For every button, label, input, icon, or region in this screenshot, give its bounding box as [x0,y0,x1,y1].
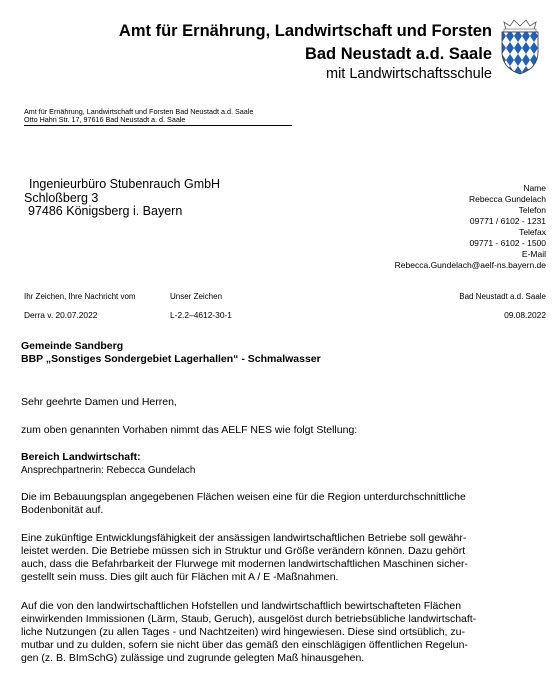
paragraph-1 [21,491,541,517]
contact-email: Rebecca.Gundelach@aelf-ns.bayern.de [394,260,546,270]
contact-fax: 09771 - 6102 - 1500 [469,238,546,248]
subject-line-1: Gemeinde Sandberg [21,340,124,352]
office-subtitle: mit Landwirtschaftsschule [325,66,492,82]
our-reference: L-2.2–4612-30-1 [170,310,232,320]
paragraph-line: gestellt sein muss. Dies gilt auch für Flächen mit A / E -Maßnahmen. [21,571,339,583]
section-contact: Ansprechpartnerin: Rebecca Gundelach [21,465,196,476]
sender-line-2: Otto Hahn Str. 17, 97616 Bad Neustadt a. d. Saale [24,115,186,125]
contact-phone: 09771 / 6102 - 1231 [469,216,546,226]
sender-line-1: Amt für Ernährung, Landwirtschaft und Forsten Bad Neustadt a.d. Saale [24,107,254,116]
recipient-city: 97486 Königsberg i. Bayern [28,204,183,219]
letter-date: 09.08.2022 [504,310,546,320]
paragraph-3 [21,600,541,665]
our-reference-label: Unser Zeichen [170,292,223,301]
contact-name-label: Name [523,183,546,193]
paragraph-2 [21,532,541,584]
subject [21,340,321,366]
paragraph-line: liche Nutzungen (zu allen Tages - und Nachtzeiten) wird hingewiesen. Diese sind ortsüblich, zu- [21,626,465,638]
recipient-address [24,178,220,219]
salutation: Sehr geehrte Damen und Herren, [21,396,177,408]
section-heading [21,451,541,477]
intro-paragraph: zum oben genannten Vorhaben nimmt das AELF NES wie folgt Stellung: [21,424,358,436]
recipient-name: Ingenieurbüro Stubenrauch GmbH [29,177,221,191]
your-reference: Derra v. 20.07.2022 [24,310,98,320]
contact-phone-label: Telefon [518,205,546,215]
paragraph-line: Eine zukünftige Entwicklungsfähigkeit der ansässigen landwirtschaftlichen Betriebe soll gewähr- [21,532,467,544]
contact-block [395,183,546,271]
recipient-street: Schloßberg 3 [24,190,99,205]
paragraph-line: einwirkenden Immissionen (Lärm, Staub, Geruch), ausgelöst durch betriebsübliche landwirtschaft- [21,613,477,625]
paragraph-line: leistet werden. Die Betriebe müssen sich in Struktur und Größe verändern können. Dazu gehört [21,545,466,557]
paragraph-line: Bodenbonität auf. [21,504,104,516]
your-reference-label: Ihr Zeichen, Ihre Nachricht vom [24,292,136,301]
paragraph-line: gen (z. B. BImSchG) zulässige und zugrunde gelegten Maß hinausgehen. [21,652,365,664]
contact-fax-label: Telefax [519,227,546,237]
subject-line-2: BBP „Sonstiges Sondergebiet Lagerhallen“ - Schmalwasser [21,353,321,365]
contact-email-label: E-Mail [521,249,546,259]
place-label: Bad Neustadt a.d. Saale [459,292,546,301]
paragraph-line: Auf die von den landwirtschaftlichen Hofstellen und landwirtschaftlich bewirtschafteten Flächen [21,600,462,612]
paragraph-line: mutbar und zu dulden, sofern sie nicht über das gemäß den einschlägigen öffentlichen Regelun- [21,639,468,651]
paragraph-line: Die im Bebauungsplan angegebenen Flächen weisen eine für die Region unterdurchschnittliche [21,491,466,503]
contact-name: Rebecca Gundelach [468,194,546,204]
bavarian-crest-icon [498,18,542,76]
section-title: Bereich Landwirtschaft: [21,451,141,463]
office-city: Bad Neustadt a.d. Saale [304,45,492,63]
office-name: Amt für Ernährung, Landwirtschaft und Forsten [118,22,492,40]
sender-divider [24,125,292,126]
sender-address [24,108,253,125]
paragraph-line: auch, dass die Befahrbarkeit der Flurwege mit modernen landwirtschaftlichen Maschinen sicher- [21,558,469,570]
